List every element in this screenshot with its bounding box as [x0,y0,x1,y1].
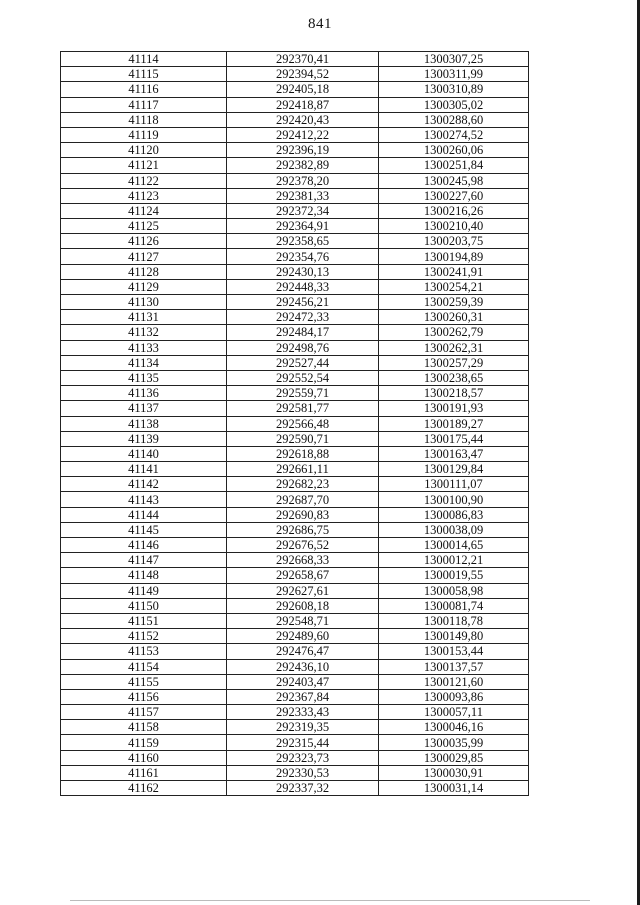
table-row [61,173,529,188]
x-coordinate-cell: 292372,34 [227,203,379,218]
point-id-cell: 41161 [61,765,227,780]
point-id-cell: 41158 [61,720,227,735]
point-id-cell: 41139 [61,431,227,446]
table-row [61,310,529,325]
y-coordinate-cell: 1300100,90 [379,492,529,507]
y-coordinate-cell: 1300274,52 [379,127,529,142]
table-row [61,52,529,67]
point-id-cell: 41143 [61,492,227,507]
point-id-cell: 41134 [61,355,227,370]
y-coordinate-cell: 1300030,91 [379,765,529,780]
x-coordinate-cell: 292548,71 [227,613,379,628]
x-coordinate-cell: 292456,21 [227,295,379,310]
point-id-cell: 41162 [61,781,227,796]
y-coordinate-cell: 1300241,91 [379,264,529,279]
x-coordinate-cell: 292436,10 [227,659,379,674]
point-id-cell: 41123 [61,188,227,203]
point-id-cell: 41141 [61,462,227,477]
y-coordinate-cell: 1300216,26 [379,203,529,218]
table-row [61,644,529,659]
y-coordinate-cell: 1300203,75 [379,234,529,249]
point-id-cell: 41149 [61,583,227,598]
y-coordinate-cell: 1300035,99 [379,735,529,750]
table-body [61,52,529,796]
y-coordinate-cell: 1300191,93 [379,401,529,416]
y-coordinate-cell: 1300310,89 [379,82,529,97]
point-id-cell: 41137 [61,401,227,416]
point-id-cell: 41118 [61,112,227,127]
y-coordinate-cell: 1300014,65 [379,538,529,553]
point-id-cell: 41124 [61,203,227,218]
table-row [61,781,529,796]
x-coordinate-cell: 292658,67 [227,568,379,583]
y-coordinate-cell: 1300012,21 [379,553,529,568]
x-coordinate-cell: 292608,18 [227,598,379,613]
point-id-cell: 41128 [61,264,227,279]
point-id-cell: 41160 [61,750,227,765]
point-id-cell: 41122 [61,173,227,188]
table-row [61,67,529,82]
x-coordinate-cell: 292498,76 [227,340,379,355]
table-row [61,295,529,310]
y-coordinate-cell: 1300210,40 [379,219,529,234]
x-coordinate-cell: 292484,17 [227,325,379,340]
point-id-cell: 41151 [61,613,227,628]
y-coordinate-cell: 1300218,57 [379,386,529,401]
table-row [61,705,529,720]
point-id-cell: 41136 [61,386,227,401]
x-coordinate-cell: 292686,75 [227,522,379,537]
y-coordinate-cell: 1300189,27 [379,416,529,431]
point-id-cell: 41132 [61,325,227,340]
point-id-cell: 41146 [61,538,227,553]
y-coordinate-cell: 1300251,84 [379,158,529,173]
table-row [61,97,529,112]
point-id-cell: 41144 [61,507,227,522]
point-id-cell: 41131 [61,310,227,325]
x-coordinate-cell: 292403,47 [227,674,379,689]
point-id-cell: 41142 [61,477,227,492]
y-coordinate-cell: 1300038,09 [379,522,529,537]
table-row [61,674,529,689]
point-id-cell: 41129 [61,279,227,294]
x-coordinate-cell: 292396,19 [227,143,379,158]
scan-edge-bottom [70,900,590,901]
x-coordinate-cell: 292661,11 [227,462,379,477]
table-row [61,355,529,370]
point-id-cell: 41121 [61,158,227,173]
x-coordinate-cell: 292682,23 [227,477,379,492]
y-coordinate-cell: 1300118,78 [379,613,529,628]
table-row [61,568,529,583]
x-coordinate-cell: 292618,88 [227,446,379,461]
y-coordinate-cell: 1300137,57 [379,659,529,674]
table-row [61,629,529,644]
table-row [61,583,529,598]
point-id-cell: 41133 [61,340,227,355]
point-id-cell: 41126 [61,234,227,249]
x-coordinate-cell: 292378,20 [227,173,379,188]
x-coordinate-cell: 292472,33 [227,310,379,325]
table-row [61,598,529,613]
point-id-cell: 41148 [61,568,227,583]
table-row [61,340,529,355]
y-coordinate-cell: 1300149,80 [379,629,529,644]
point-id-cell: 41140 [61,446,227,461]
table-row [61,325,529,340]
x-coordinate-cell: 292581,77 [227,401,379,416]
point-id-cell: 41135 [61,370,227,385]
x-coordinate-cell: 292687,70 [227,492,379,507]
point-id-cell: 41155 [61,674,227,689]
table-row [61,158,529,173]
x-coordinate-cell: 292405,18 [227,82,379,97]
point-id-cell: 41152 [61,629,227,644]
x-coordinate-cell: 292489,60 [227,629,379,644]
point-id-cell: 41150 [61,598,227,613]
y-coordinate-cell: 1300262,31 [379,340,529,355]
point-id-cell: 41138 [61,416,227,431]
y-coordinate-cell: 1300288,60 [379,112,529,127]
table-row [61,765,529,780]
y-coordinate-cell: 1300046,16 [379,720,529,735]
x-coordinate-cell: 292315,44 [227,735,379,750]
table-row [61,370,529,385]
x-coordinate-cell: 292323,73 [227,750,379,765]
x-coordinate-cell: 292354,76 [227,249,379,264]
x-coordinate-cell: 292330,53 [227,765,379,780]
x-coordinate-cell: 292552,54 [227,370,379,385]
table-row [61,431,529,446]
y-coordinate-cell: 1300254,21 [379,279,529,294]
y-coordinate-cell: 1300257,29 [379,355,529,370]
y-coordinate-cell: 1300262,79 [379,325,529,340]
x-coordinate-cell: 292559,71 [227,386,379,401]
y-coordinate-cell: 1300227,60 [379,188,529,203]
x-coordinate-cell: 292418,87 [227,97,379,112]
y-coordinate-cell: 1300111,07 [379,477,529,492]
point-id-cell: 41153 [61,644,227,659]
y-coordinate-cell: 1300194,89 [379,249,529,264]
x-coordinate-cell: 292476,47 [227,644,379,659]
table-row [61,659,529,674]
table-row [61,249,529,264]
x-coordinate-cell: 292333,43 [227,705,379,720]
y-coordinate-cell: 1300238,65 [379,370,529,385]
x-coordinate-cell: 292381,33 [227,188,379,203]
y-coordinate-cell: 1300029,85 [379,750,529,765]
x-coordinate-cell: 292370,41 [227,52,379,67]
table-row [61,720,529,735]
y-coordinate-cell: 1300153,44 [379,644,529,659]
y-coordinate-cell: 1300086,83 [379,507,529,522]
table-row [61,219,529,234]
y-coordinate-cell: 1300057,11 [379,705,529,720]
x-coordinate-cell: 292337,32 [227,781,379,796]
table-row [61,553,529,568]
x-coordinate-cell: 292690,83 [227,507,379,522]
x-coordinate-cell: 292319,35 [227,720,379,735]
table-row [61,188,529,203]
y-coordinate-cell: 1300058,98 [379,583,529,598]
table-row [61,522,529,537]
table-row [61,462,529,477]
x-coordinate-cell: 292412,22 [227,127,379,142]
table-row [61,446,529,461]
point-id-cell: 41154 [61,659,227,674]
table-row [61,203,529,218]
x-coordinate-cell: 292382,89 [227,158,379,173]
y-coordinate-cell: 1300019,55 [379,568,529,583]
table-row [61,538,529,553]
point-id-cell: 41115 [61,67,227,82]
y-coordinate-cell: 1300245,98 [379,173,529,188]
table-row [61,82,529,97]
table-row [61,112,529,127]
table-row [61,264,529,279]
x-coordinate-cell: 292448,33 [227,279,379,294]
x-coordinate-cell: 292527,44 [227,355,379,370]
point-id-cell: 41114 [61,52,227,67]
y-coordinate-cell: 1300260,31 [379,310,529,325]
x-coordinate-cell: 292367,84 [227,689,379,704]
point-id-cell: 41130 [61,295,227,310]
y-coordinate-cell: 1300031,14 [379,781,529,796]
x-coordinate-cell: 292668,33 [227,553,379,568]
point-id-cell: 41119 [61,127,227,142]
y-coordinate-cell: 1300129,84 [379,462,529,477]
table-row [61,127,529,142]
point-id-cell: 41156 [61,689,227,704]
point-id-cell: 41120 [61,143,227,158]
x-coordinate-cell: 292358,65 [227,234,379,249]
y-coordinate-cell: 1300121,60 [379,674,529,689]
page-number: 841 [308,16,332,32]
table-row [61,689,529,704]
table-row [61,735,529,750]
y-coordinate-cell: 1300260,06 [379,143,529,158]
point-id-cell: 41116 [61,82,227,97]
point-id-cell: 41127 [61,249,227,264]
table-row [61,492,529,507]
table-row [61,613,529,628]
x-coordinate-cell: 292676,52 [227,538,379,553]
x-coordinate-cell: 292566,48 [227,416,379,431]
x-coordinate-cell: 292364,91 [227,219,379,234]
point-id-cell: 41145 [61,522,227,537]
table-row [61,386,529,401]
table-row [61,477,529,492]
point-id-cell: 41125 [61,219,227,234]
x-coordinate-cell: 292627,61 [227,583,379,598]
x-coordinate-cell: 292590,71 [227,431,379,446]
y-coordinate-cell: 1300175,44 [379,431,529,446]
y-coordinate-cell: 1300311,99 [379,67,529,82]
table-row [61,507,529,522]
y-coordinate-cell: 1300163,47 [379,446,529,461]
point-id-cell: 41117 [61,97,227,112]
x-coordinate-cell: 292430,13 [227,264,379,279]
table-row [61,750,529,765]
coordinates-table [60,51,529,796]
y-coordinate-cell: 1300305,02 [379,97,529,112]
table-row [61,416,529,431]
point-id-cell: 41157 [61,705,227,720]
table-row [61,143,529,158]
point-id-cell: 41147 [61,553,227,568]
point-id-cell: 41159 [61,735,227,750]
y-coordinate-cell: 1300259,39 [379,295,529,310]
y-coordinate-cell: 1300093,86 [379,689,529,704]
y-coordinate-cell: 1300307,25 [379,52,529,67]
x-coordinate-cell: 292420,43 [227,112,379,127]
x-coordinate-cell: 292394,52 [227,67,379,82]
table-row [61,401,529,416]
y-coordinate-cell: 1300081,74 [379,598,529,613]
table-row [61,234,529,249]
table-row [61,279,529,294]
